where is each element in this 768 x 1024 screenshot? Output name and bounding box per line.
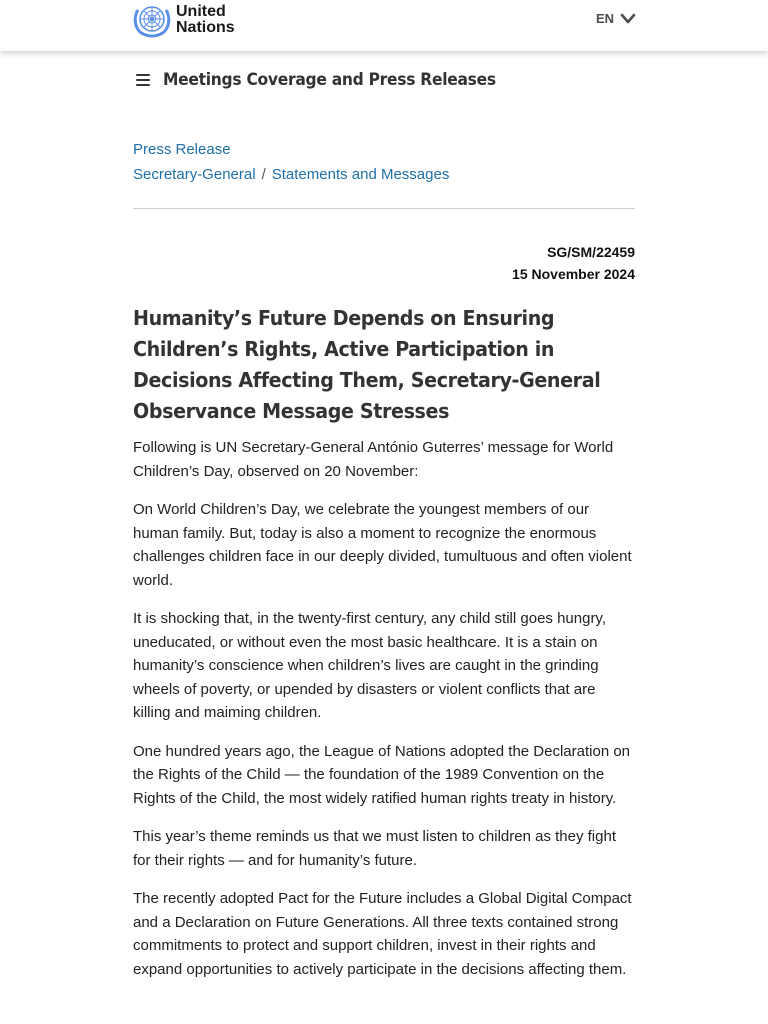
un-logo-link[interactable] [132,2,235,38]
article-meta [133,241,635,285]
breadcrumb-separator: / [261,165,266,183]
article-content [133,138,635,996]
un-emblem-icon [132,2,172,38]
logo-line-2: Nations [176,19,235,36]
logo-line-1: United [176,3,226,20]
article-date: 15 November 2024 [512,266,635,282]
press-release-link[interactable]: Press Release [133,141,231,158]
paragraph: It is shocking that, in the twenty-first century, any child still goes hungry, uneducated, or without even the most basic healthcare. It is a stain on humanity’s conscience when children’s lives are caught in the grinding wheels of poverty, or upended by disasters or violent conflicts that are killing and maiming children. [133,610,606,721]
paragraph: Following is UN Secretary-General António Guterres’ message for World Children’s Day, observed on 20 November: [133,439,614,480]
statements-and-messages-link[interactable]: Statements and Messages [271,165,450,183]
divider [133,208,635,209]
language-selector[interactable] [596,11,636,26]
breadcrumb [133,138,635,186]
article-body [133,436,635,981]
document-symbol: SG/SM/22459 [547,244,635,260]
logo-wordmark [176,4,235,36]
paragraph: One hundred years ago, the League of Nations adopted the Declaration on the Rights of the Child — the foundation of the 1989 Convention on the Rights of the Child, the most widely ratified human rights treaty in history. [133,742,631,807]
hamburger-menu-icon[interactable] [136,74,150,86]
paragraph: The recently adopted Pact for the Future includes a Global Digital Compact and a Declaration on Future Generations. All three texts contained strong commitments to protect and support children, invest in their rights and expand opportunities to actively participate in the decisions affecting them. [133,890,632,978]
language-label: EN [595,11,614,26]
paragraph: On World Children’s Day, we celebrate the youngest members of our human family. But, today is also a moment to recognize the enormous challenges children face in our deeply divided, tumultuous and often violent world. [133,501,632,589]
section-nav[interactable] [136,68,517,92]
section-title: Meetings Coverage and Press Releases [163,70,496,89]
site-header [0,0,768,51]
chevron-down-icon [620,13,636,25]
article-title: Humanity’s Future Depends on Ensuring Children’s Rights, Active Participation in Decisions Affecting Them, Secretary-General Observance Message Stresses [133,306,601,423]
paragraph: This year’s theme reminds us that we must listen to children as they fight for their rights — and for humanity’s future. [133,828,616,869]
secretary-general-link[interactable]: Secretary-General [133,165,256,183]
